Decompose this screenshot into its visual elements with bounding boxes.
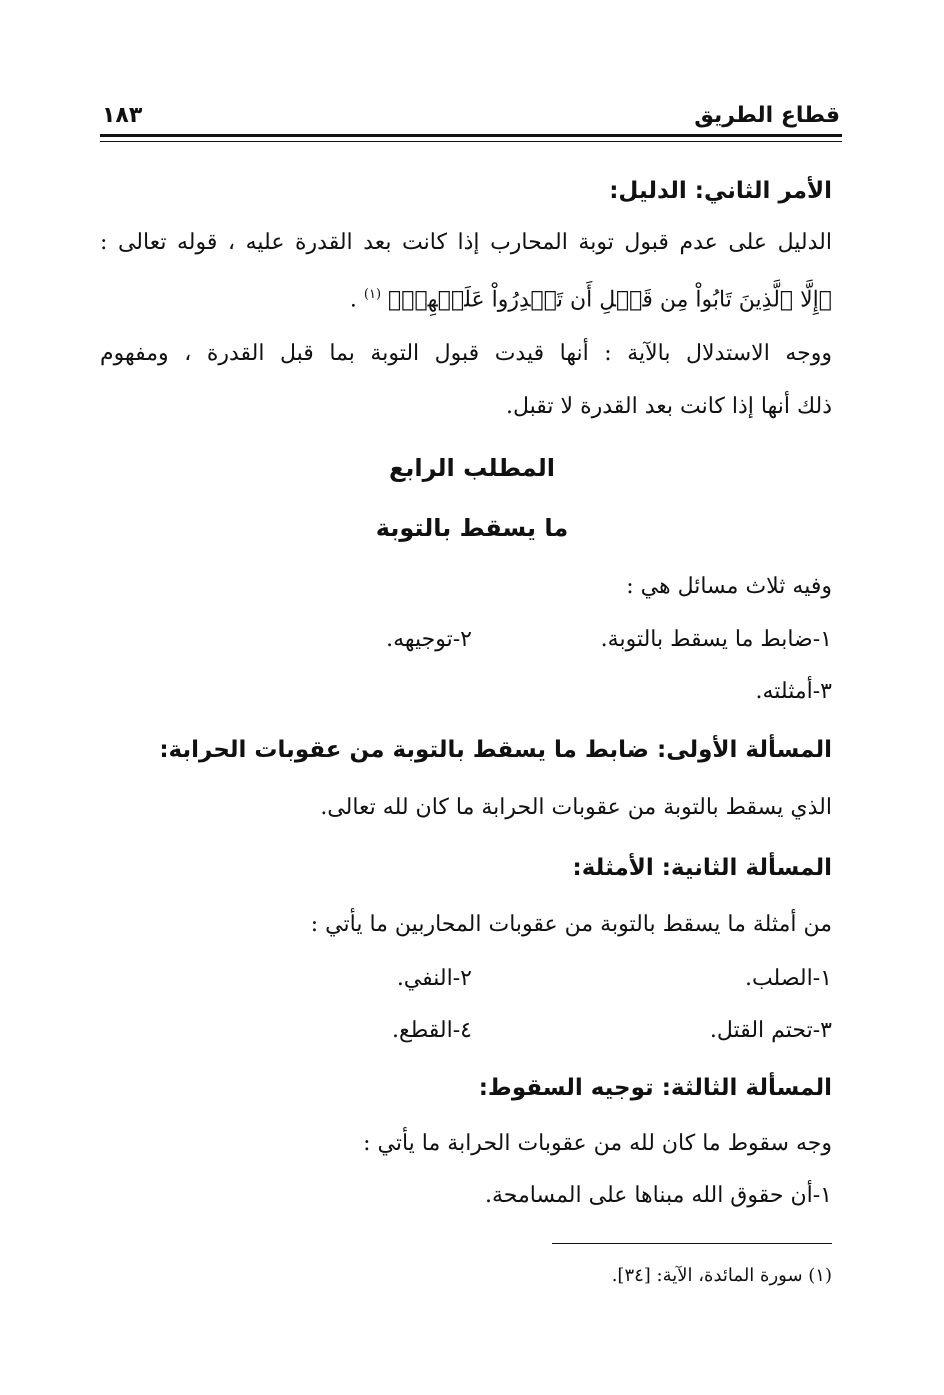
footnote-ref: (١): [363, 287, 382, 302]
list-item: ٢-توجيهه.: [386, 627, 472, 652]
issue-heading: المسألة الأولى: ضابط ما يسقط بالتوبة من عقوبات الحرابة:: [159, 737, 832, 763]
paragraph-line: الذي يسقط بالتوبة من عقوبات الحرابة ما كان لله تعالى.: [320, 795, 832, 820]
footnote: (١) سورة المائدة، الآية: [٣٤].: [611, 1265, 832, 1286]
intro-line: وفيه ثلاث مسائل هي :: [626, 574, 832, 599]
verse-end-mark: .: [349, 287, 357, 313]
paragraph-line: من أمثلة ما يسقط بالتوبة من عقوبات المحاربين ما يأتي :: [310, 912, 832, 937]
list-item: ١-ضابط ما يسقط بالتوبة.: [600, 627, 832, 652]
issue-heading: المسألة الثانية: الأمثلة:: [572, 855, 832, 881]
list-item: ٣-تحتم القتل.: [709, 1018, 832, 1043]
header-rule-thin: [100, 141, 842, 142]
quran-verse-line: [100, 280, 832, 315]
list-row: [100, 1016, 832, 1046]
list-item: ١-أن حقوق الله مبناها على المسامحة.: [484, 1183, 832, 1208]
footnote-rule: [552, 1243, 832, 1244]
list-item: ٣-أمثلته.: [755, 679, 832, 704]
header-title: قطاع الطريق: [694, 103, 840, 128]
paragraph-line: وجه سقوط ما كان لله من عقوبات الحرابة ما يأتي :: [363, 1131, 832, 1156]
header-rule-thick: [100, 134, 842, 137]
list-row: [100, 625, 832, 655]
paragraph-line: الدليل على عدم قبول توبة المحارب إذا كانت بعد القدرة عليه ، قوله تعالى :: [100, 230, 832, 255]
paragraph-line: ذلك أنها إذا كانت بعد القدرة لا تقبل.: [505, 394, 832, 419]
issue-heading: المسألة الثالثة: توجيه السقوط:: [478, 1075, 832, 1101]
page-number: ١٨٣: [102, 103, 143, 128]
section-title: المطلب الرابع: [388, 454, 556, 482]
paragraph-line: ووجه الاستدلال بالآية : أنها قيدت قبول التوبة بما قبل القدرة ، ومفهوم: [100, 341, 832, 366]
list-item: ٤-القطع.: [392, 1018, 472, 1043]
list-item: ١-الصلب.: [744, 966, 832, 991]
quran-verse: ﴿إِلَّا ٱلَّذِينَ تَابُواْ مِن قَبۡلِ أَن تَقۡدِرُواْ عَلَيۡهِمۡ﴾: [388, 287, 832, 313]
subheading-evidence: الأمر الثاني: الدليل:: [609, 178, 832, 204]
list-row: [100, 964, 832, 994]
section-subtitle: ما يسقط بالتوبة: [375, 514, 569, 542]
running-header: [102, 103, 840, 131]
list-item: ٢-النفي.: [396, 966, 472, 991]
